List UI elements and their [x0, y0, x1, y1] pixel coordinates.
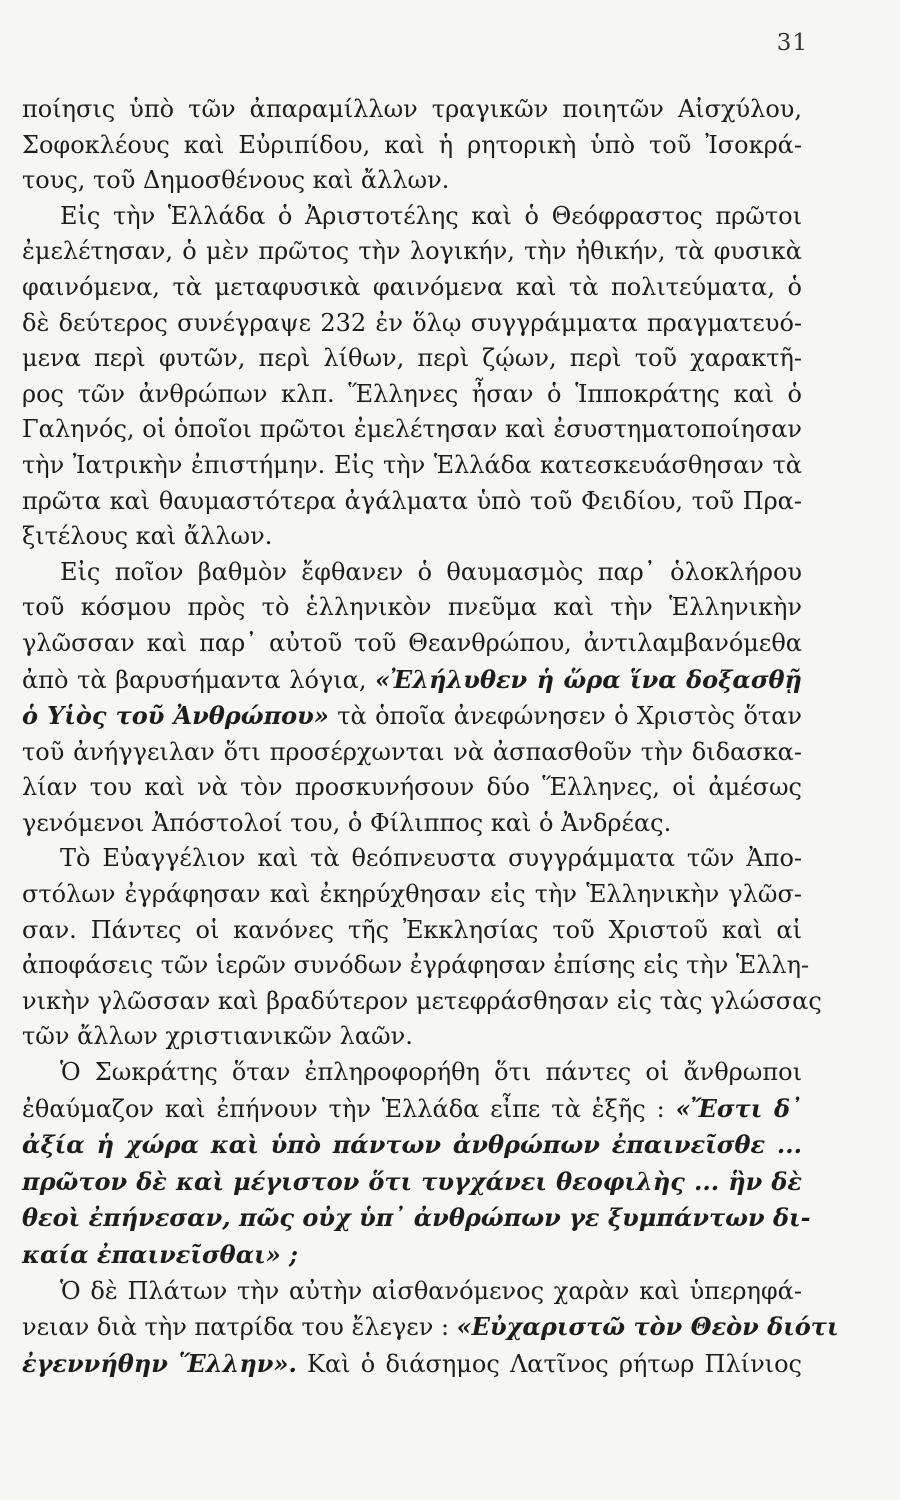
quotation-text: καία ἐπαινεῖσθαι» ;	[22, 1240, 298, 1269]
text-line	[22, 412, 802, 448]
text-segment: Σοφοκλέους καὶ Εὐριπίδου, καὶ ἡ ρητορικὴ ὑπὸ τοῦ Ἰσοκρά-	[22, 130, 802, 159]
quotation-text: «Εὐχαριστῶ τὸν Θεὸν διότι	[456, 1312, 839, 1342]
text-segment: Ὁ Σωκράτης ὅταν ἐπληροφορήθη ὅτι πάντες οἱ ἄνθρωποι	[60, 1058, 802, 1087]
text-segment: νικὴν γλῶσσαν καὶ βραδύτερον μετεφράσθησαν εἰς τὰς γλώσσας	[22, 986, 822, 1015]
text-line	[22, 234, 802, 270]
quotation-text: «Ἐλήλυθεν ἡ ὥρα ἵνα δοξασθῇ	[375, 664, 802, 694]
text-line	[22, 92, 802, 128]
text-segment: ἐμελέτησαν, ὁ μὲν πρῶτος τὴν λογικήν, τὴν ἠθικήν, τὰ φυσικὰ	[22, 237, 802, 266]
text-line	[22, 1200, 811, 1237]
text-segment: Καὶ ὁ διάσημος Λατῖνος ρήτωρ Πλίνιος	[296, 1349, 802, 1378]
text-segment: ἀποφάσεις τῶν ἱερῶν συνόδων ἐγράφησαν ἐπίσης εἰς τὴν Ἑλλη-	[22, 951, 810, 980]
text-segment: τῶν ἄλλων χριστιανικῶν λαῶν.	[22, 1022, 413, 1051]
text-segment: τους, τοῦ Δημοσθένους καὶ ἄλλων.	[22, 166, 450, 195]
text-segment: Εἰς τὴν Ἑλλάδα ὁ Ἀριστοτέλης καὶ ὁ Θεόφραστος πρῶτοι	[60, 201, 802, 230]
text-line	[22, 128, 802, 164]
text-line	[22, 841, 802, 877]
text-segment: ἀπὸ τὰ βαρυσήμαντα λόγια,	[22, 665, 376, 694]
text-line	[22, 448, 802, 484]
text-line	[22, 984, 822, 1020]
text-segment: ἐθαύμαζον καὶ ἐπήνουν τὴν Ἑλλάδα εἶπε τὰ ἑξῆς :	[22, 1094, 676, 1123]
text-line	[22, 1164, 802, 1201]
text-line	[22, 770, 802, 806]
text-line	[22, 163, 802, 199]
text-segment: δὲ δεύτερος συνέγραψε 232 ἐν ὅλῳ συγγράμματα πραγματευό-	[22, 308, 802, 337]
text-line	[22, 519, 802, 555]
text-line	[22, 306, 802, 342]
text-segment: γενόμενοι Ἀπόστολοί του, ὁ Φίλιππος καὶ ὁ Ἀνδρέας.	[22, 808, 672, 837]
text-segment: Ὁ δὲ Πλάτων τὴν αὐτὴν αἰσθανόμενος χαρὰν καὶ ὑπερηφά-	[60, 1276, 802, 1305]
quotation-text: ἐγεννήθην Ἕλλην».	[22, 1348, 297, 1378]
text-line	[22, 270, 802, 306]
text-line	[22, 1091, 802, 1128]
text-line	[22, 590, 802, 626]
text-segment: νειαν διὰ τὴν πατρίδα του ἔλεγεν :	[22, 1313, 457, 1342]
text-line	[22, 1019, 802, 1055]
text-segment: γλῶσσαν καὶ παρ᾽ αὐτοῦ τοῦ Θεανθρώπου, ἀντιλαμβανόμεθα	[22, 628, 802, 657]
text-line	[22, 626, 802, 662]
text-line	[22, 484, 802, 520]
text-line	[22, 735, 802, 771]
text-line	[22, 1309, 839, 1346]
text-line	[22, 1274, 802, 1310]
quotation-text: θεοὶ ἐπήνεσαν, πῶς οὐχ ὑπ᾽ ἀνθρώπων γε ξυμπάντων δι-	[22, 1203, 811, 1233]
quotation-text: ὁ Υἱὸς τοῦ Ἀνθρώπου»	[22, 701, 329, 731]
text-line	[22, 1346, 802, 1383]
text-segment: φαινόμενα, τὰ μεταφυσικὰ φαινόμενα καὶ τὰ πολιτεύματα, ὁ	[22, 272, 802, 301]
text-segment: ποίησις ὑπὸ τῶν ἀπαραμίλλων τραγικῶν ποιητῶν Αἰσχύλου,	[22, 95, 802, 123]
text-line	[22, 662, 802, 699]
quotation-text: ἀξία ἡ χώρα καὶ ὑπὸ πάντων ἀνθρώπων ἐπαινεῖσθε ...	[22, 1130, 802, 1160]
text-line	[22, 1127, 802, 1164]
text-segment: σαν. Πάντες οἱ κανόνες τῆς Ἐκκλησίας τοῦ Χριστοῦ καὶ αἱ	[22, 915, 802, 944]
text-segment: τοῦ ἀνήγγειλαν ὅτι προσέρχωνται νὰ ἀσπασθοῦν τὴν διδασκα-	[22, 737, 802, 766]
text-line	[22, 1237, 802, 1274]
text-segment: τοῦ κόσμου πρὸς τὸ ἑλληνικὸν πνεῦμα καὶ τὴν Ἑλληνικὴν	[22, 593, 802, 622]
text-line	[22, 698, 802, 735]
text-segment: λίαν του καὶ νὰ τὸν προσκυνήσουν δύο Ἕλληνες, οἱ ἀμέσως	[22, 773, 802, 802]
text-line	[22, 341, 802, 377]
text-segment: Εἰς ποῖον βαθμὸν ἔφθανεν ὁ θαυμασμὸς παρ᾽ ὁλοκλήρου	[60, 557, 802, 586]
text-segment: ξιτέλους καὶ ἄλλων.	[22, 522, 273, 551]
text-segment: τὴν Ἰατρικὴν ἐπιστήμην. Εἰς τὴν Ἑλλάδα κατεσκευάσθησαν τὰ	[22, 450, 802, 479]
text-segment: μενα περὶ φυτῶν, περὶ λίθων, περὶ ζῴων, περὶ τοῦ χαρακτῆ-	[22, 344, 802, 373]
text-line	[22, 913, 802, 949]
text-segment: Τὸ Εὐαγγέλιον καὶ τὰ θεόπνευστα συγγράμματα τῶν Ἀπο-	[60, 844, 802, 873]
text-segment: τὰ ὁποῖα ἀνεφώνησεν ὁ Χριστὸς ὅταν	[328, 702, 802, 731]
text-line	[22, 1055, 802, 1091]
text-segment: πρῶτα καὶ θαυμαστότερα ἀγάλματα ὑπὸ τοῦ Φειδίου, τοῦ Πρα-	[22, 486, 802, 515]
text-line	[22, 877, 802, 913]
text-segment: Γαληνός, οἱ ὁποῖοι πρῶτοι ἐμελέτησαν καὶ ἐσυστηματοποίησαν	[22, 415, 802, 444]
text-segment: ρος τῶν ἀνθρώπων κλπ. Ἕλληνες ἦσαν ὁ Ἱπποκράτης καὶ ὁ	[22, 379, 802, 408]
text-line	[22, 199, 802, 235]
text-segment: στόλων ἐγράφησαν καὶ ἐκηρύχθησαν εἰς τὴν Ἑλληνικὴν γλῶσ-	[22, 880, 802, 909]
quotation-text: «Ἔστι δ᾽	[675, 1093, 803, 1123]
text-line	[22, 555, 802, 591]
body-text	[22, 92, 839, 1382]
page-number: 31	[776, 30, 808, 56]
text-line	[22, 948, 810, 984]
quotation-text: πρῶτον δὲ καὶ μέγιστον ὅτι τυγχάνει θεοφιλὴς ... ἣν δὲ	[22, 1166, 802, 1196]
text-line	[22, 377, 802, 413]
text-line	[22, 806, 802, 842]
